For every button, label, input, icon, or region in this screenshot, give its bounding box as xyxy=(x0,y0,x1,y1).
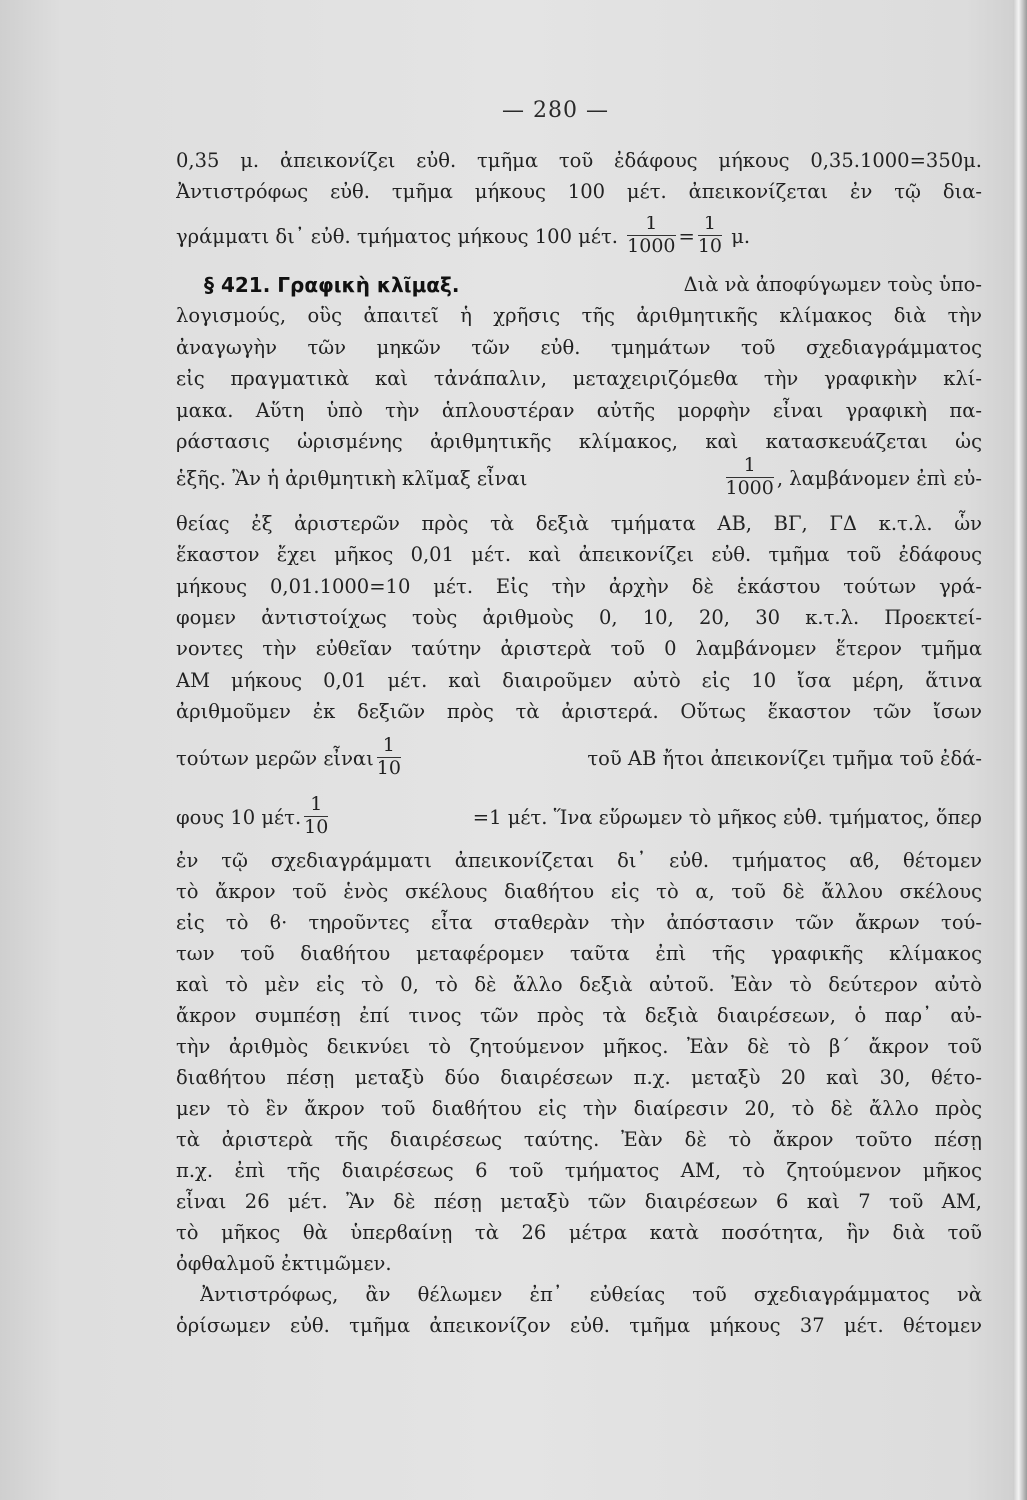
text-line-14: φομεν ἀντιστοίχως τοὺς ἀριθμοὺς 0, 10, 20, 30 κ.τ.λ. Προεκτεί- xyxy=(176,606,982,629)
fraction-numerator: 1 xyxy=(377,736,401,758)
fraction-1-1000-scale xyxy=(726,457,774,499)
text-line-21: τὸ ἄκρον τοῦ ἑνὸς σκέλους διαϐήτου εἰς τὸ α, τοῦ δὲ ἄλλου σκέλους xyxy=(176,880,982,903)
fraction-1-1000 xyxy=(627,216,675,256)
fraction-numerator: 1 xyxy=(627,216,675,236)
fraction-numerator: 1 xyxy=(726,457,774,478)
text-line-30: π.χ. ἐπὶ τῆς διαιρέσεως 6 τοῦ τμήματος ΑΜ, τὸ ζητούμενον μῆκος xyxy=(176,1159,982,1182)
text-line-8: μακα. Αὕτη ὑπὸ τὴν ἁπλουστέραν αὐτῆς μορφὴν εἶναι γραφικὴ πα- xyxy=(176,399,982,422)
text-line-34: Ἀντιστρόφως, ἂν θέλωμεν ἐπ᾽ εὐθείας τοῦ σχεδιαγράμματος νὰ xyxy=(200,1283,982,1306)
fraction-1-10-part xyxy=(377,736,401,779)
text-line-19-start: φους 10 μέτ. xyxy=(176,806,302,829)
fraction-numerator: 1 xyxy=(698,216,722,236)
text-line-17: ἀριθμοῦμεν ἐκ δεξιῶν πρὸς τὰ ἀριστερά. Οὕτως ἕκαστον τῶν ἴσων xyxy=(176,700,982,723)
text-line-22: εἰς τὸ ϐ· τηροῦντες εἶτα σταθερὰν τὴν ἀπόστασιν τῶν ἄκρων τού- xyxy=(176,911,982,934)
text-line-3-start: γράμματι δι᾽ εὐθ. τμήματος μήκους 100 μέτ. xyxy=(176,224,618,248)
text-line-9: ράστασις ὡρισμένης ἀριθμητικῆς κλίμακος, καὶ κατασκευάζεται ὡς xyxy=(176,430,982,453)
text-line-20: ἐν τῷ σχεδιαγράμματι ἀπεικονίζεται δι᾽ εὐθ. τμήματος αϐ, θέτομεν xyxy=(176,849,982,872)
section-heading: § 421. Γραφικὴ κλῖμαξ. xyxy=(204,273,460,297)
text-line-3 xyxy=(176,216,982,256)
page-number: — 280 — xyxy=(502,98,609,123)
fraction-1-10 xyxy=(698,216,722,256)
text-line-18-start: τούτων μερῶν εἶναι xyxy=(176,747,374,770)
unit-meter: μ. xyxy=(731,224,751,248)
text-line-4: Διὰ νὰ ἀποφύγωμεν τοὺς ὑπο- xyxy=(683,273,982,296)
text-line-18-end: τοῦ ΑΒ ἤτοι ἀπεικονίζει τμῆμα τοῦ ἐδά- xyxy=(587,747,982,770)
text-line-25: ἄκρον συμπέσῃ ἐπί τινος τῶν πρὸς τὰ δεξιὰ διαιρέσεων, ὁ παρ᾽ αὐ- xyxy=(176,1004,982,1027)
fraction-denominator: 1000 xyxy=(725,477,774,499)
text-line-18 xyxy=(176,735,982,783)
fraction-denominator: 1000 xyxy=(627,234,676,256)
text-line-27: διαϐήτου πέσῃ μεταξὺ δύο διαιρέσεων π.χ. μεταξὺ 20 καὶ 30, θέτο- xyxy=(176,1066,982,1089)
text-line-23: των τοῦ διαϐήτου μεταφέρομεν ταῦτα ἐπὶ τῆς γραφικῆς κλίμακος xyxy=(176,942,982,965)
text-line-1: 0,35 μ. ἀπεικονίζει εὐθ. τμῆμα τοῦ ἐδάφους μήκους 0,35.1000=350μ. xyxy=(176,149,982,172)
text-line-28: μεν τὸ ἓν ἄκρον τοῦ διαϐήτου εἰς τὴν διαίρεσιν 20, τὸ δὲ ἄλλο πρὸς xyxy=(176,1097,982,1120)
page-edge-shadow xyxy=(1013,0,1027,1500)
text-line-10-end: , λαμβάνομεν ἐπὶ εὐ- xyxy=(776,467,982,490)
text-line-13: μήκους 0,01.1000=10 μέτ. Εἰς τὴν ἀρχὴν δὲ ἑκάστου τούτων γρά- xyxy=(176,575,982,598)
text-line-10-start: ἑξῆς. Ἂν ἡ ἀριθμητικὴ κλῖμαξ εἶναι xyxy=(176,467,528,490)
text-line-6: ἀναγωγὴν τῶν μηκῶν τῶν εὐθ. τμημάτων τοῦ σχεδιαγράμματος xyxy=(176,336,982,359)
text-line-2: Ἀντιστρόφως εὐθ. τμῆμα μήκους 100 μέτ. ἀπεικονίζεται ἐν τῷ δια- xyxy=(176,180,982,203)
text-line-31: εἶναι 26 μέτ. Ἂν δὲ πέσῃ μεταξὺ τῶν διαιρέσεων 6 καὶ 7 τοῦ ΑΜ, xyxy=(176,1190,982,1213)
text-line-10 xyxy=(176,457,982,501)
text-line-29: τὰ ἀριστερὰ τῆς διαιρέσεως ταύτης. Ἐὰν δὲ τὸ ἄκρον τοῦτο πέσῃ xyxy=(176,1128,982,1151)
fraction-denominator: 10 xyxy=(697,234,723,256)
fraction-1-10-meter xyxy=(304,795,328,838)
equals-sign: = xyxy=(678,224,695,248)
text-line-26: τὴν ἀριθμὸς δεικνύει τὸ ζητούμενον μῆκος. Ἐὰν δὲ τὸ β΄ ἄκρον τοῦ xyxy=(176,1035,982,1058)
fraction-numerator: 1 xyxy=(304,795,328,817)
text-line-33: ὀφθαλμοῦ ἐκτιμῶμεν. xyxy=(176,1252,392,1275)
text-line-15: νοντες τὴν εὐθεῖαν ταύτην ἀριστερὰ τοῦ 0 λαμβάνομεν ἕτερον τμῆμα xyxy=(176,637,982,660)
text-line-16: ΑΜ μήκους 0,01 μέτ. καὶ διαιροῦμεν αὐτὸ εἰς 10 ἴσα μέρη, ἅτινα xyxy=(176,669,982,692)
fraction-denominator: 10 xyxy=(376,757,401,779)
text-line-32: τὸ μῆκος θὰ ὑπερϐαίνῃ τὰ 26 μέτρα κατὰ ποσότητα, ἣν διὰ τοῦ xyxy=(176,1221,982,1244)
text-line-24: καὶ τὸ μὲν εἰς τὸ 0, τὸ δὲ ἄλλο δεξιὰ αὐτοῦ. Ἐὰν τὸ δεύτερον αὐτὸ xyxy=(176,973,982,996)
text-line-19-end: =1 μέτ. Ἵνα εὕρωμεν τὸ μῆκος εὐθ. τμήματος, ὅπερ xyxy=(472,806,982,829)
fraction-denominator: 10 xyxy=(304,816,329,838)
text-line-11: θείας ἐξ ἀριστερῶν πρὸς τὰ δεξιὰ τμήματα ΑΒ, ΒΓ, ΓΔ κ.τ.λ. ὧν xyxy=(176,512,982,535)
text-line-7: εἰς πραγματικὰ καὶ τἀνάπαλιν, μεταχειριζόμεθα τὴν γραφικὴν κλί- xyxy=(176,367,982,390)
section-421-line xyxy=(176,270,982,300)
text-line-35: ὁρίσωμεν εὐθ. τμῆμα ἀπεικονίζον εὐθ. τμῆμα μήκους 37 μέτ. θέτομεν xyxy=(176,1314,982,1337)
text-line-19 xyxy=(176,795,982,841)
text-line-12: ἕκαστον ἔχει μῆκος 0,01 μέτ. καὶ ἀπεικονίζει εὐθ. τμῆμα τοῦ ἐδάφους xyxy=(176,543,982,566)
text-line-5: λογισμούς, οὓς ἀπαιτεῖ ἡ χρῆσις τῆς ἀριθμητικῆς κλίμακος διὰ τὴν xyxy=(176,304,982,327)
